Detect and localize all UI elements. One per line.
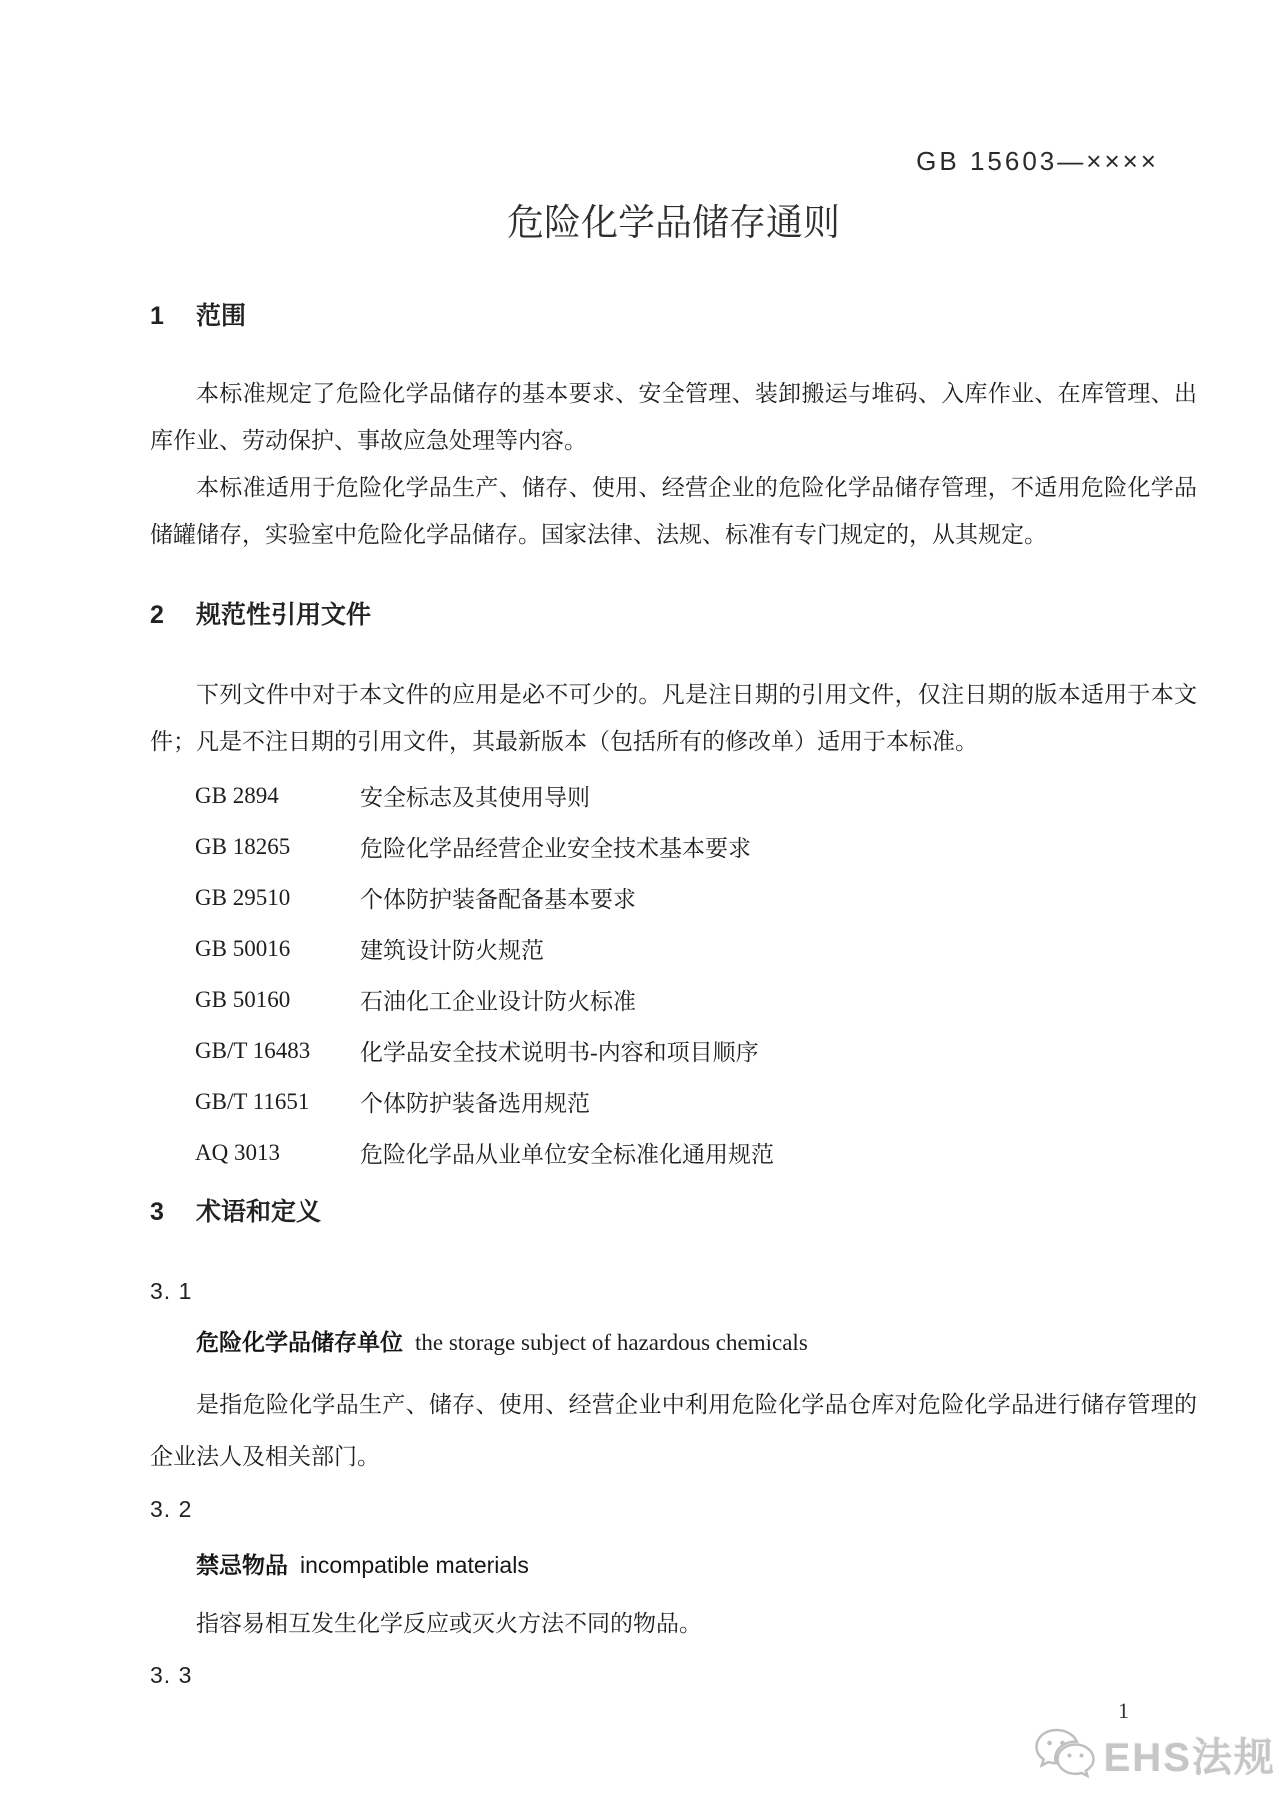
- reference-code: GB/T 16483: [195, 1037, 311, 1063]
- section-2-title: 规范性引用文件: [196, 601, 372, 629]
- page-number: 1: [1118, 1698, 1129, 1723]
- section-1-heading: [150, 302, 1197, 330]
- reference-item: [195, 821, 1197, 872]
- reference-item: [195, 1025, 1197, 1076]
- wechat-icon: [1034, 1727, 1096, 1783]
- term-3-2-number: 3. 2: [150, 1496, 193, 1522]
- section-3-heading: [150, 1198, 1197, 1226]
- reference-title: 化学品安全技术说明书-内容和项目顺序: [360, 1040, 759, 1065]
- section-1-title: 范围: [196, 302, 247, 330]
- reference-title: 危险化学品从业单位安全标准化通用规范: [360, 1142, 774, 1167]
- references-list: [150, 770, 1197, 1178]
- reference-title: 建筑设计防火规范: [360, 938, 544, 963]
- term-3-1-definition: 是指危险化学品生产、储存、使用、经营企业中利用危险化学品仓库对危险化学品进行储存管理的企业法人及相关部门。: [150, 1392, 1197, 1469]
- reference-title: 危险化学品经营企业安全技术基本要求: [360, 836, 751, 861]
- section-3-number: 3: [150, 1198, 164, 1226]
- references-intro: 下列文件中对于本文件的应用是必不可少的。凡是注日期的引用文件，仅注日期的版本适用于本文件；凡是不注日期的引用文件，其最新版本（包括所有的修改单）适用于本标准。: [150, 682, 1197, 754]
- term-3-1-chinese: 危险化学品储存单位: [196, 1329, 403, 1355]
- reference-item: [195, 1127, 1197, 1178]
- term-3-2-english: incompatible materials: [300, 1552, 529, 1578]
- term-3-1-english: the storage subject of hazardous chemicals: [415, 1330, 808, 1355]
- watermark: [1034, 1726, 1276, 1783]
- reference-title: 个体防护装备选用规范: [360, 1091, 590, 1116]
- reference-code: GB 50016: [195, 935, 291, 961]
- doc-title: 危险化学品储存通则: [507, 202, 840, 243]
- reference-item: [195, 974, 1197, 1025]
- reference-title: 安全标志及其使用导则: [360, 785, 590, 810]
- reference-title: 石油化工企业设计防火标准: [360, 989, 636, 1014]
- term-3-3-number: 3. 3: [150, 1662, 193, 1688]
- reference-code: AQ 3013: [195, 1139, 280, 1165]
- term-3-1: [150, 1327, 1197, 1358]
- reference-code: GB 2894: [195, 782, 279, 808]
- reference-item: [195, 1076, 1197, 1127]
- doc-code: GB 15603—××××: [916, 146, 1159, 176]
- reference-item: [195, 923, 1197, 974]
- reference-code: GB 29510: [195, 884, 291, 910]
- term-3-1-number: 3. 1: [150, 1278, 193, 1304]
- watermark-text: EHS法规: [1103, 1736, 1276, 1780]
- reference-item: [195, 770, 1197, 821]
- section-3-title: 术语和定义: [196, 1198, 322, 1226]
- term-3-2: [150, 1550, 1197, 1581]
- reference-code: GB 18265: [195, 833, 291, 859]
- reference-title: 个体防护装备配备基本要求: [360, 887, 636, 912]
- scope-paragraph-2: 本标准适用于危险化学品生产、储存、使用、经营企业的危险化学品储存管理，不适用危险化学品储罐储存，实验室中危险化学品储存。国家法律、法规、标准有专门规定的，从其规定。: [150, 475, 1197, 547]
- document-content: [0, 146, 1280, 1688]
- reference-code: GB/T 11651: [195, 1088, 310, 1114]
- section-2-number: 2: [150, 601, 164, 629]
- section-2-heading: [150, 601, 1197, 629]
- scope-paragraph-1: 本标准规定了危险化学品储存的基本要求、安全管理、装卸搬运与堆码、入库作业、在库管理、出库作业、劳动保护、事故应急处理等内容。: [150, 381, 1197, 453]
- reference-item: [195, 872, 1197, 923]
- term-3-2-chinese: 禁忌物品: [196, 1552, 288, 1578]
- section-1-number: 1: [150, 302, 164, 330]
- term-3-2-definition: 指容易相互发生化学反应或灭火方法不同的物品。: [196, 1611, 702, 1636]
- reference-code: GB 50160: [195, 986, 291, 1012]
